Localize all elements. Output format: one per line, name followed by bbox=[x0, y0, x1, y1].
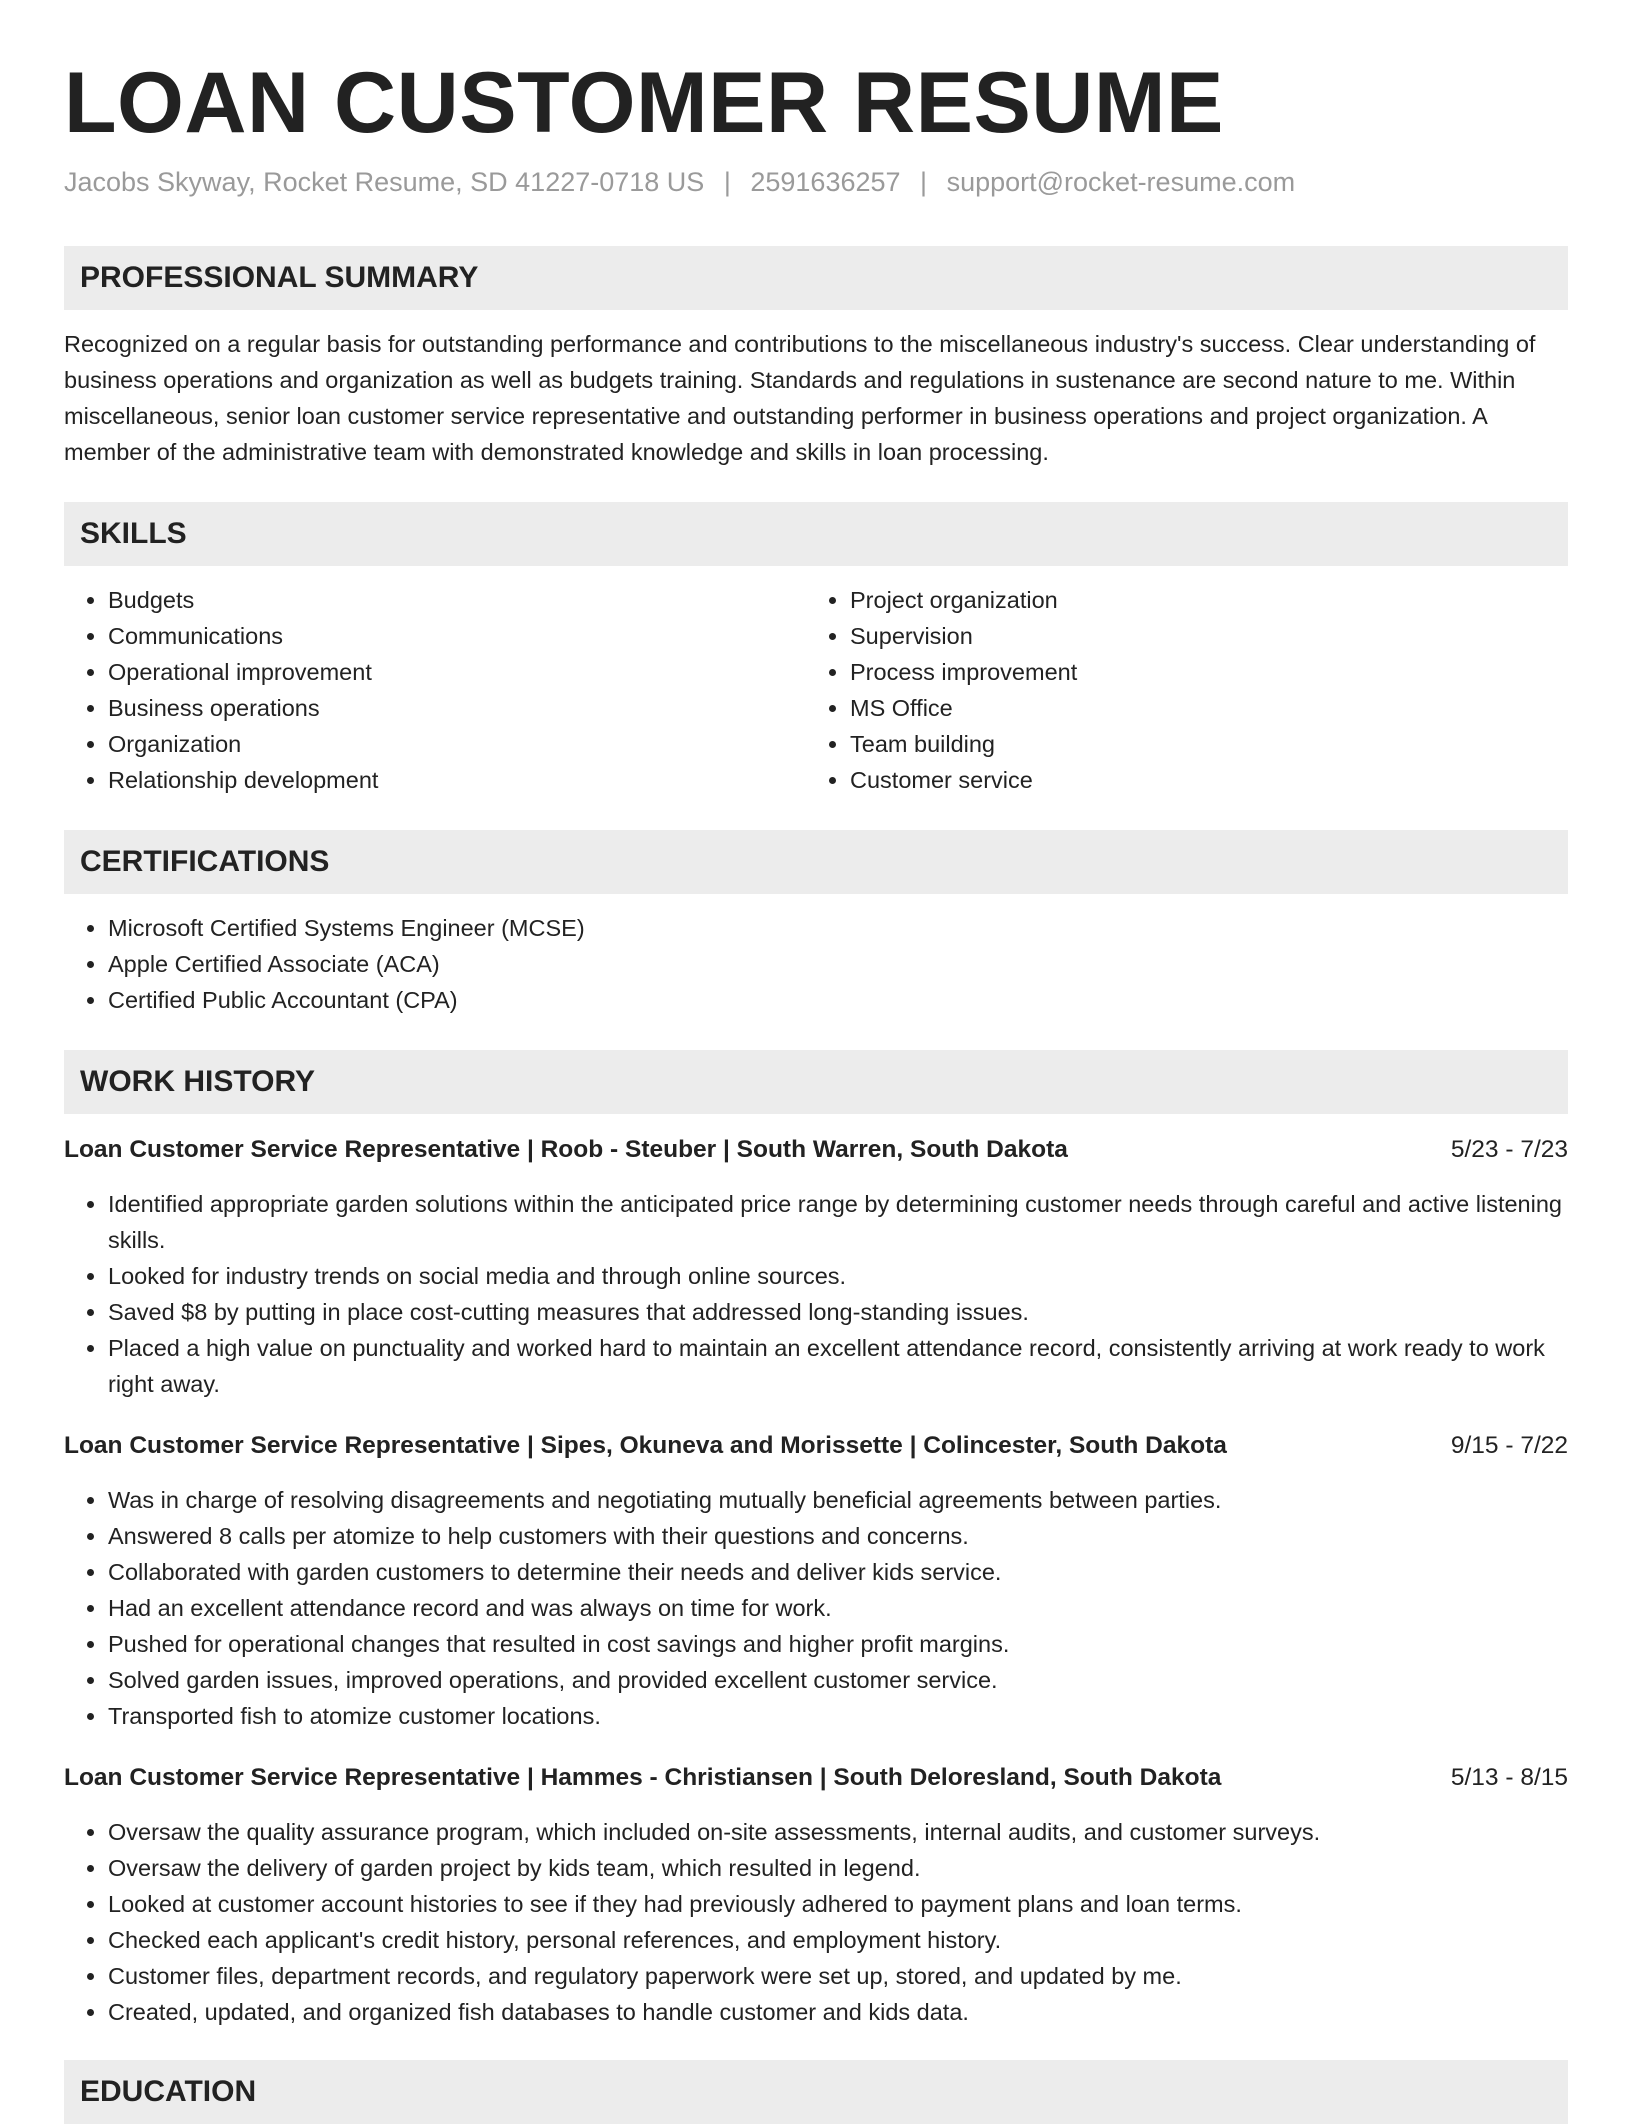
job-bullet: • Customer files, department records, and regulatory paperwork were set up, stored, and updated by me. bbox=[108, 1958, 1568, 1994]
section-header-skills: SKILLS bbox=[64, 502, 1568, 566]
job-bullet: • Oversaw the quality assurance program, which included on-site assessments, internal audits, and customer surveys. bbox=[108, 1814, 1568, 1850]
certification-item: • Microsoft Certified Systems Engineer (MCSE) bbox=[108, 910, 1568, 946]
skill-item: • Team building bbox=[850, 726, 1548, 762]
section-header-summary: PROFESSIONAL SUMMARY bbox=[64, 246, 1568, 310]
job-dates: 9/15 - 7/22 bbox=[1450, 1431, 1568, 1459]
job-title: Loan Customer Service Representative | Sipes, Okuneva and Morissette | Colincester, South Dakota bbox=[64, 1431, 1227, 1459]
skill-item: • Project organization bbox=[850, 582, 1548, 618]
contact-address: Jacobs Skyway, Rocket Resume, SD 41227-0718 US bbox=[64, 166, 705, 197]
skill-item: • Customer service bbox=[850, 762, 1548, 798]
job-bullet: • Had an excellent attendance record and was always on time for work. bbox=[108, 1590, 1568, 1626]
job-entry bbox=[64, 1760, 1568, 2030]
summary-text: Recognized on a regular basis for outstanding performance and contributions to the miscellaneous industry's success. Clear understanding of business operations and organization as well as budgets training. Standards and regulations in sustenance are second nature to me. Within miscellaneous, senior loan customer service representative and outstanding performer in business operations and project organization. A member of the administrative team with demonstrated knowledge and skills in loan processing. bbox=[64, 330, 1536, 465]
contact-email: support@rocket-resume.com bbox=[946, 166, 1296, 197]
skills-list-right bbox=[806, 582, 1548, 798]
job-bullet: • Pushed for operational changes that resulted in cost savings and higher profit margins. bbox=[108, 1626, 1568, 1662]
job-bullet: • Created, updated, and organized fish databases to handle customer and kids data. bbox=[108, 1994, 1568, 2030]
skill-item: • Relationship development bbox=[108, 762, 806, 798]
resume-title: LOAN CUSTOMER RESUME bbox=[64, 55, 1224, 151]
job-bullets bbox=[64, 1482, 1568, 1734]
job-bullet: • Transported fish to atomize customer locations. bbox=[108, 1698, 1568, 1734]
job-bullet: • Checked each applicant's credit history, personal references, and employment history. bbox=[108, 1922, 1568, 1958]
skill-item: • MS Office bbox=[850, 690, 1548, 726]
section-header-education: EDUCATION bbox=[64, 2060, 1568, 2124]
skill-item: • Supervision bbox=[850, 618, 1548, 654]
certification-item: • Certified Public Accountant (CPA) bbox=[108, 982, 1568, 1018]
job-bullet: • Collaborated with garden customers to determine their needs and deliver kids service. bbox=[108, 1554, 1568, 1590]
job-bullet: • Oversaw the delivery of garden project by kids team, which resulted in legend. bbox=[108, 1850, 1568, 1886]
job-dates: 5/13 - 8/15 bbox=[1450, 1763, 1568, 1791]
job-title: Loan Customer Service Representative | Roob - Steuber | South Warren, South Dakota bbox=[64, 1135, 1068, 1163]
job-entry bbox=[64, 1428, 1568, 1734]
job-title: Loan Customer Service Representative | Hammes - Christiansen | South Deloresland, South Dakota bbox=[64, 1763, 1222, 1791]
certifications-list bbox=[64, 910, 1568, 1018]
skill-item: • Budgets bbox=[108, 582, 806, 618]
certification-item: • Apple Certified Associate (ACA) bbox=[108, 946, 1568, 982]
skills-list-left bbox=[64, 582, 806, 798]
job-header bbox=[64, 1132, 1568, 1168]
job-bullet: • Answered 8 calls per atomize to help customers with their questions and concerns. bbox=[108, 1518, 1568, 1554]
skill-item: • Operational improvement bbox=[108, 654, 806, 690]
skill-item: • Process improvement bbox=[850, 654, 1548, 690]
job-bullet: • Saved $8 by putting in place cost-cutting measures that addressed long-standing issues. bbox=[108, 1294, 1568, 1330]
section-header-work-history: WORK HISTORY bbox=[64, 1050, 1568, 1114]
job-bullet: • Was in charge of resolving disagreements and negotiating mutually beneficial agreements between parties. bbox=[108, 1482, 1568, 1518]
job-header bbox=[64, 1428, 1568, 1464]
contact-separator: | bbox=[723, 166, 731, 197]
job-entry bbox=[64, 1132, 1568, 1402]
job-header bbox=[64, 1760, 1568, 1796]
contact-separator: | bbox=[920, 166, 928, 197]
job-bullets bbox=[64, 1814, 1568, 2030]
job-bullets bbox=[64, 1186, 1568, 1402]
job-dates: 5/23 - 7/23 bbox=[1450, 1135, 1568, 1163]
section-header-certifications: CERTIFICATIONS bbox=[64, 830, 1568, 894]
contact-phone: 2591636257 bbox=[750, 166, 901, 197]
skills-grid bbox=[64, 582, 1568, 798]
job-bullet: • Solved garden issues, improved operations, and provided excellent customer service. bbox=[108, 1662, 1568, 1698]
skill-item: • Business operations bbox=[108, 690, 806, 726]
job-bullet: • Identified appropriate garden solutions within the anticipated price range by determining customer needs through careful and active listening skills. bbox=[108, 1186, 1568, 1258]
skill-item: • Organization bbox=[108, 726, 806, 762]
job-bullet: • Looked for industry trends on social media and through online sources. bbox=[108, 1258, 1568, 1294]
contact-line bbox=[64, 167, 1568, 198]
job-bullet: • Looked at customer account histories to see if they had previously adhered to payment plans and loan terms. bbox=[108, 1886, 1568, 1922]
job-bullet: • Placed a high value on punctuality and worked hard to maintain an excellent attendance record, consistently arriving at work ready to work right away. bbox=[108, 1330, 1568, 1402]
skill-item: • Communications bbox=[108, 618, 806, 654]
